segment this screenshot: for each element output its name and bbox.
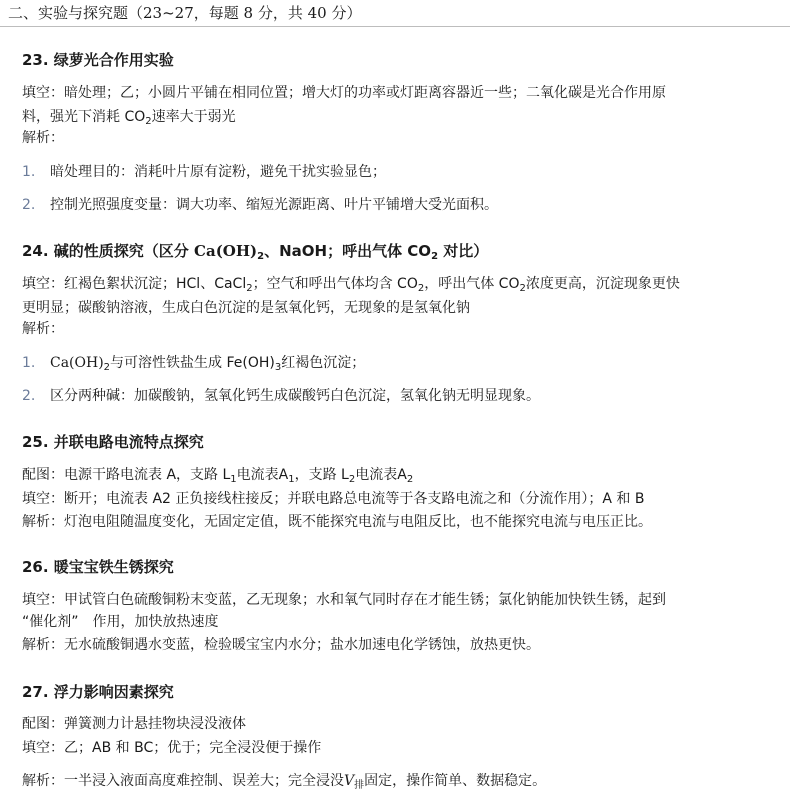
q24-item-number: 1. <box>22 355 36 371</box>
q25-figure-text: ，支路 L <box>294 467 349 483</box>
q23-item-text: 控制光照强度变量：调大功率、缩短光源距离、叶片平铺增大受光面积。 <box>50 197 498 213</box>
q24-fill-text: ，呼出气体 CO <box>424 276 520 292</box>
q25-analysis-line: 解析：灯泡电阻随温度变化，无固定定值，既不能探究电流与电阻反比，也不能探究电流与电压正比。 <box>22 514 652 530</box>
subscript: 2 <box>145 116 152 127</box>
q24-fill-line-2: 更明显；碳酸钠溶液，生成白色沉淀的是氢氧化钙，无现象的是氢氧化钠 <box>22 300 470 316</box>
q25-figure-text: 电流表A <box>236 467 289 483</box>
question-25-title: 25. 并联电路电流特点探究 <box>22 433 204 451</box>
q23-fill-text: 料，强光下消耗 CO <box>22 109 146 125</box>
q27-fill-line: 填空：乙；AB 和 BC；优于；完全浸没便于操作 <box>22 740 322 756</box>
subscript: 2 <box>519 283 526 294</box>
subscript: 1 <box>288 474 295 485</box>
subscript: 2 <box>406 474 414 485</box>
q27-analysis-text: 固定，操作简单、数据稳定。 <box>364 773 547 789</box>
question-27-title: 27. 浮力影响因素探究 <box>22 683 174 701</box>
q23-fill-text: 速率大于弱光 <box>151 109 236 125</box>
q24-title-text: 24. 碱的性质探究（区分 <box>22 242 195 260</box>
q24-item-number: 2. <box>22 388 36 404</box>
q24-fill-text: 浓度更高，沉淀现象更快 <box>525 276 680 292</box>
q24-item-text: 区分两种碱：加碳酸钠，氢氧化钙生成碳酸钙白色沉淀，氢氧化钠无明显现象。 <box>50 388 540 404</box>
subscript: 排 <box>354 780 365 791</box>
q23-item-number: 1. <box>22 164 36 180</box>
q24-analysis-label: 解析： <box>22 321 64 337</box>
q24-item-text-part: 红褐色沉淀； <box>281 355 366 371</box>
q24-fill-text: 填空：红褐色絮状沉淀；HCl、CaCl <box>22 276 247 292</box>
q24-fill-line-1 <box>22 274 680 294</box>
q26-fill-line-1: 填空：甲试管白色硫酸铜粉末变蓝，乙无现象；水和氧气同时存在才能生锈；氯化钠能加快铁生锈，起到 <box>22 592 666 608</box>
q25-figure-text: 配图：电源干路电流表 A，支路 L <box>22 467 231 483</box>
q27-analysis-text: 解析：一半浸入液面高度难控制、误差大；完全浸没 <box>22 773 344 789</box>
q24-title-formula: Ca(OH) <box>194 242 258 260</box>
volume-symbol: V <box>344 773 355 789</box>
q25-figure-text: 电流表A <box>355 467 407 483</box>
q23-fill-line-1: 填空：暗处理；乙；小圆片平铺在相同位置；增大灯的功率或灯距离容器近一些；二氧化碳是光合作用原 <box>22 85 666 101</box>
q24-item-text <box>50 353 365 373</box>
q24-title-text: 对比） <box>438 242 489 260</box>
question-26-title: 26. 暖宝宝铁生锈探究 <box>22 558 174 576</box>
subscript: 3 <box>274 362 282 373</box>
subscript: 2 <box>246 283 253 294</box>
q24-item-text-part: 与可溶性铁盐生成 Fe(OH) <box>110 355 275 371</box>
subscript: 2 <box>103 362 111 373</box>
subscript: 2 <box>257 251 265 262</box>
q23-item-text: 暗处理目的：消耗叶片原有淀粉，避免干扰实验显色； <box>50 164 386 180</box>
q23-analysis-label: 解析： <box>22 130 64 146</box>
q27-analysis-line <box>22 771 546 791</box>
subscript: 2 <box>348 474 356 485</box>
q23-item-number: 2. <box>22 197 36 213</box>
q26-analysis-line: 解析：无水硫酸铜遇水变蓝，检验暖宝宝内水分；盐水加速电化学锈蚀，放热更快。 <box>22 637 540 653</box>
q25-figure-line <box>22 465 413 485</box>
subscript: 2 <box>417 283 425 294</box>
section-title: 二、实验与探究题（23~27，每题 8 分，共 40 分） <box>8 4 362 22</box>
formula: Ca(OH) <box>50 355 104 371</box>
subscript: 1 <box>230 474 237 485</box>
question-24-title <box>22 241 488 261</box>
q24-title-text: 、NaOH；呼出气体 CO <box>264 242 432 260</box>
subscript: 2 <box>431 251 439 262</box>
question-23-title: 23. 绿萝光合作用实验 <box>22 51 174 69</box>
q24-fill-text: ；空气和呼出气体均含 CO <box>252 276 418 292</box>
q26-fill-line-2: “催化剂” 作用，加快放热速度 <box>22 614 219 630</box>
q27-figure-line: 配图：弹簧测力计悬挂物块浸没液体 <box>22 716 246 732</box>
q25-fill-line: 填空：断开；电流表 A2 正负接线柱接反；并联电路总电流等于各支路电流之和（分流作用）；A 和 B <box>22 491 645 507</box>
q23-fill-line-2 <box>22 107 236 127</box>
divider <box>0 26 790 27</box>
